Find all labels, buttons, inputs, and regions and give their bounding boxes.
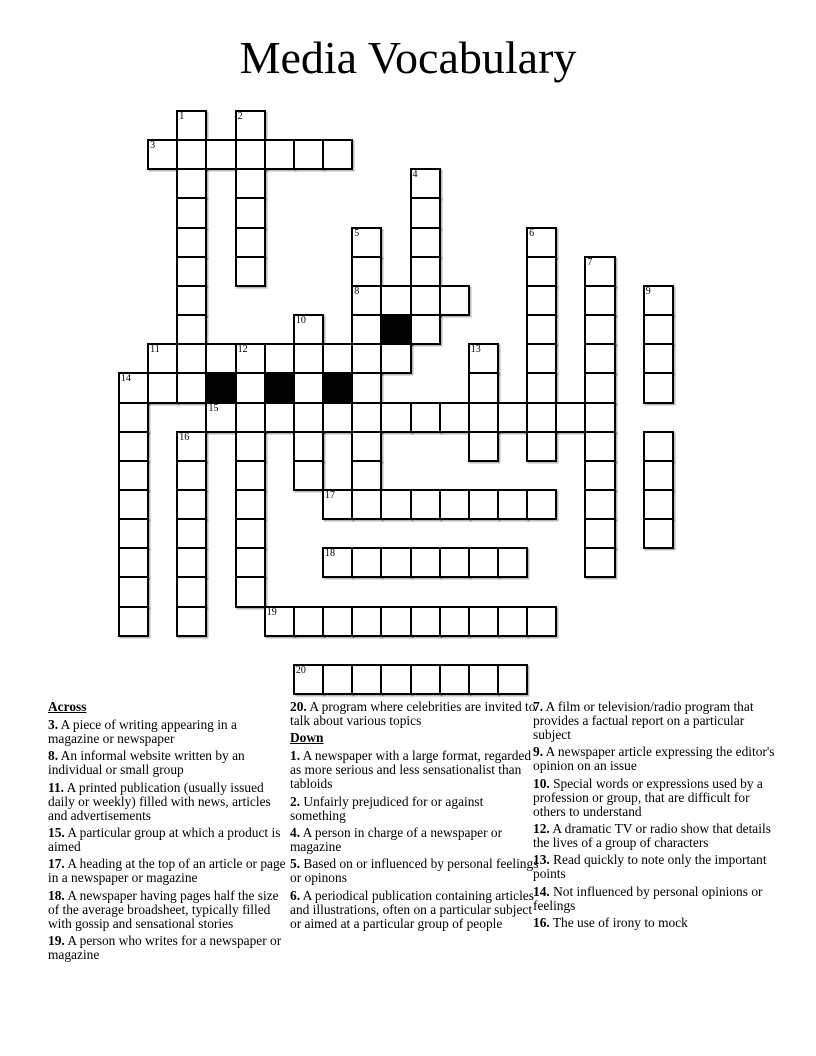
cell-number: 15 — [208, 402, 219, 414]
clue-number: 4. — [290, 825, 301, 840]
grid-cell — [235, 518, 266, 549]
grid-cell — [235, 372, 266, 403]
clue: 4. A person in charge of a newspaper or magazine — [290, 825, 503, 854]
grid-cell — [322, 489, 353, 520]
clue-number: 8. — [48, 748, 59, 764]
clue-number: 11. — [48, 779, 64, 795]
grid-cell — [468, 664, 499, 695]
grid-cell — [205, 343, 236, 374]
grid-cell — [176, 576, 207, 607]
grid-cell — [468, 606, 499, 637]
grid-cell — [322, 606, 353, 637]
grid-cell — [380, 547, 411, 578]
grid-cell — [322, 343, 353, 374]
grid-cell — [584, 489, 615, 520]
clue-number: 9. — [533, 744, 544, 760]
grid-cell — [293, 314, 324, 345]
cell-number: 13 — [470, 344, 481, 356]
grid-cell — [497, 547, 528, 578]
grid-cell — [293, 372, 324, 403]
cell-number: 10 — [295, 315, 306, 327]
clue-number: 7. — [533, 699, 544, 714]
grid-cell — [410, 256, 441, 287]
grid-cell — [235, 343, 266, 374]
cell-number: 19 — [266, 606, 277, 618]
grid-cell — [380, 402, 411, 433]
grid-cell — [351, 460, 382, 491]
grid-cell — [176, 139, 207, 170]
grid-cell — [176, 168, 207, 199]
clue: 3. A piece of writing appearing in a magazine or newspaper — [48, 716, 237, 746]
grid-cell — [118, 606, 149, 637]
grid-cell — [584, 518, 615, 549]
grid-cell — [235, 197, 266, 228]
grid-cell — [351, 489, 382, 520]
grid-cell — [410, 402, 441, 433]
grid-cell — [468, 547, 499, 578]
grid-cell — [118, 460, 149, 491]
grid-cell — [351, 285, 382, 316]
grid-cell — [264, 402, 295, 433]
across-clues-overflow — [290, 700, 542, 728]
clue-number: 12. — [533, 821, 550, 836]
grid-cell — [235, 256, 266, 287]
grid-cell — [351, 343, 382, 374]
cell-number: 4 — [412, 169, 418, 181]
grid-cell-black — [322, 372, 353, 403]
clue: 10. Special words or expressions used by a profession or group, that are difficult for others to understand — [533, 775, 763, 819]
grid-cell — [526, 372, 557, 403]
down-header: Down — [290, 730, 324, 746]
grid-cell — [584, 460, 615, 491]
grid-cell — [293, 460, 324, 491]
grid-cell — [380, 489, 411, 520]
grid-cell — [176, 314, 207, 345]
grid-cell — [526, 489, 557, 520]
cell-number: 7 — [587, 256, 593, 268]
across-clues-column — [48, 700, 288, 965]
grid-cell — [147, 372, 178, 403]
grid-cell — [293, 402, 324, 433]
grid-cell — [235, 139, 266, 170]
clue: 19. A person who writes for a newspaper or magazine — [48, 933, 282, 962]
grid-cell — [643, 314, 674, 345]
clue: 8. An informal website written by an individual or small group — [48, 748, 245, 778]
clue: 2. Unfairly prejudiced for or against something — [290, 793, 484, 823]
cell-number: 16 — [179, 431, 190, 443]
grid-cell — [526, 402, 557, 433]
grid-cell — [468, 402, 499, 433]
grid-cell — [235, 227, 266, 258]
grid-cell — [410, 606, 441, 637]
grid-cell — [410, 197, 441, 228]
grid-cell — [351, 431, 382, 462]
grid-cell — [526, 256, 557, 287]
clue: 20. A program where celebrities are invited to talk about various topics — [290, 699, 536, 728]
grid-cell — [147, 139, 178, 170]
grid-cell — [439, 606, 470, 637]
grid-cell — [176, 197, 207, 228]
clue-number: 2. — [290, 793, 301, 809]
clue-number: 3. — [48, 716, 59, 732]
clue: 9. A newspaper article expressing the editor's opinion on an issue — [533, 744, 775, 774]
grid-cell — [584, 547, 615, 578]
grid-cell — [643, 343, 674, 374]
grid-cell — [584, 372, 615, 403]
grid-cell — [468, 343, 499, 374]
grid-cell — [351, 664, 382, 695]
grid-cell — [468, 489, 499, 520]
grid-cell — [176, 372, 207, 403]
grid-cell — [555, 402, 586, 433]
grid-cell — [118, 576, 149, 607]
grid-cell — [380, 664, 411, 695]
grid-cell — [351, 547, 382, 578]
clue: 17. A heading at the top of an article or page in a newspaper or magazine — [48, 856, 286, 886]
clue: 1. A newspaper with a large format, regarded as more serious and less sensationalist than tabloids — [290, 748, 532, 792]
grid-cell — [293, 139, 324, 170]
grid-cell — [235, 460, 266, 491]
grid-cell — [176, 110, 207, 141]
grid-cell — [118, 489, 149, 520]
grid-cell — [410, 168, 441, 199]
grid-cell — [351, 314, 382, 345]
grid-cell — [322, 547, 353, 578]
page-title: Media Vocabulary — [239, 32, 577, 83]
grid-cell — [235, 489, 266, 520]
clue: 6. A periodical publication containing articles and illustrations, often on a particular subject or aimed at a particular group of people — [290, 887, 534, 931]
across-header: Across — [48, 699, 87, 714]
clue-number: 10. — [533, 775, 550, 791]
grid-cell — [526, 343, 557, 374]
cell-number: 17 — [325, 489, 336, 501]
grid-cell — [351, 372, 382, 403]
grid-cell — [176, 460, 207, 491]
grid-cell — [176, 606, 207, 637]
grid-cell — [526, 431, 557, 462]
down-clues-overflow — [533, 700, 777, 930]
grid-cell — [176, 227, 207, 258]
grid-cell — [293, 431, 324, 462]
grid-cell — [643, 372, 674, 403]
grid-cell — [205, 402, 236, 433]
clue-number: 6. — [290, 887, 301, 903]
grid-cell — [176, 285, 207, 316]
grid-cell — [176, 256, 207, 287]
grid-cell — [584, 314, 615, 345]
clue-number: 13. — [533, 852, 550, 868]
grid-cell — [322, 139, 353, 170]
clue-number: 20. — [290, 699, 307, 714]
grid-cell — [176, 547, 207, 578]
grid-cell — [468, 372, 499, 403]
clue-number: 16. — [533, 915, 550, 931]
grid-cell — [526, 227, 557, 258]
grid-cell — [176, 343, 207, 374]
cell-number: 2 — [237, 111, 243, 122]
grid-cell — [643, 285, 674, 316]
grid-cell — [293, 606, 324, 637]
clue: 5. Based on or influenced by personal feelings or opinons — [290, 856, 539, 886]
grid-cell — [118, 518, 149, 549]
grid-cell — [439, 402, 470, 433]
grid-cell-black — [380, 314, 411, 345]
grid-cell — [380, 285, 411, 316]
grid-cell — [235, 576, 266, 607]
grid-cell — [264, 139, 295, 170]
cell-number: 11 — [150, 344, 160, 356]
grid-cell — [497, 664, 528, 695]
grid-cell — [643, 489, 674, 520]
clue: 7. A film or television/radio program that provides a factual report on a particular subject — [533, 699, 754, 742]
grid-cell — [643, 518, 674, 549]
cell-number: 8 — [354, 285, 360, 297]
grid-cell — [118, 547, 149, 578]
grid-cell — [235, 168, 266, 199]
grid-cell — [264, 343, 295, 374]
grid-cell — [584, 402, 615, 433]
grid-cell — [351, 402, 382, 433]
grid-cell — [235, 402, 266, 433]
grid-cell — [147, 343, 178, 374]
grid-cell — [584, 256, 615, 287]
clue: 11. A printed publication (usually issued daily or weekly) filled with news, articles and advertisements — [48, 779, 271, 823]
clue-number: 1. — [290, 748, 301, 764]
clue: 18. A newspaper having pages half the size of the average broadsheet, typically filled with gossip and sensational stories — [48, 887, 279, 931]
cell-number: 5 — [354, 227, 360, 239]
grid-cell — [526, 285, 557, 316]
grid-cell — [584, 285, 615, 316]
grid-cell — [176, 518, 207, 549]
grid-cell — [351, 256, 382, 287]
clue-number: 17. — [48, 856, 65, 872]
grid-cell — [118, 402, 149, 433]
cell-number: 3 — [150, 140, 156, 152]
grid-cell — [380, 343, 411, 374]
cell-number: 1 — [179, 111, 185, 122]
grid-cell — [410, 664, 441, 695]
cell-number: 14 — [121, 373, 131, 385]
cell-number: 9 — [645, 285, 651, 297]
clue: 15. A particular group at which a product is aimed — [48, 825, 281, 854]
grid-cell — [643, 431, 674, 462]
middle-clues-column — [290, 700, 542, 934]
clue: 12. A dramatic TV or radio show that details the lives of a group of characters — [533, 821, 771, 850]
grid-cell — [584, 343, 615, 374]
grid-cell — [293, 664, 324, 695]
down-clues-column — [533, 700, 777, 934]
clue-number: 15. — [48, 825, 65, 840]
grid-cell — [439, 664, 470, 695]
clue: 13. Read quickly to note only the important points — [533, 852, 767, 882]
clue: 14. Not influenced by personal opinions or feelings — [533, 883, 763, 913]
grid-cell — [264, 606, 295, 637]
grid-cell — [235, 547, 266, 578]
down-clues-list — [290, 749, 542, 930]
grid-cell — [176, 489, 207, 520]
cell-number: 12 — [237, 344, 248, 356]
grid-cell — [351, 606, 382, 637]
clue-number: 14. — [533, 883, 550, 899]
grid-cell — [468, 431, 499, 462]
grid-cell — [235, 110, 266, 141]
grid-cell — [497, 606, 528, 637]
clue-number: 19. — [48, 933, 65, 949]
grid-cell — [643, 460, 674, 491]
grid-cell — [410, 489, 441, 520]
grid-cell — [497, 489, 528, 520]
grid-cell — [410, 285, 441, 316]
grid-cell — [584, 431, 615, 462]
grid-cell — [410, 314, 441, 345]
clue: 16. The use of irony to mock — [533, 915, 688, 931]
grid-cell — [176, 431, 207, 462]
grid-cell — [439, 547, 470, 578]
grid-cell — [380, 606, 411, 637]
grid-cell — [439, 285, 470, 316]
clue-number: 18. — [48, 887, 65, 903]
grid-cell — [497, 402, 528, 433]
grid-cell — [235, 431, 266, 462]
grid-cell — [526, 314, 557, 345]
grid-cell — [351, 227, 382, 258]
grid-cell — [293, 343, 324, 374]
grid-cell — [205, 139, 236, 170]
grid-cell-black — [205, 372, 236, 403]
grid-cell — [118, 372, 149, 403]
cell-number: 20 — [295, 664, 306, 676]
cell-number: 6 — [529, 227, 535, 239]
grid-cell — [322, 664, 353, 695]
cell-number: 18 — [325, 548, 336, 560]
grid-cell — [322, 402, 353, 433]
grid-cell — [526, 606, 557, 637]
grid-cell — [410, 227, 441, 258]
grid-cell — [118, 431, 149, 462]
grid-cell — [410, 547, 441, 578]
clue-number: 5. — [290, 856, 301, 872]
grid-cell — [439, 489, 470, 520]
across-clues-list — [48, 718, 288, 962]
grid-cell-black — [264, 372, 295, 403]
